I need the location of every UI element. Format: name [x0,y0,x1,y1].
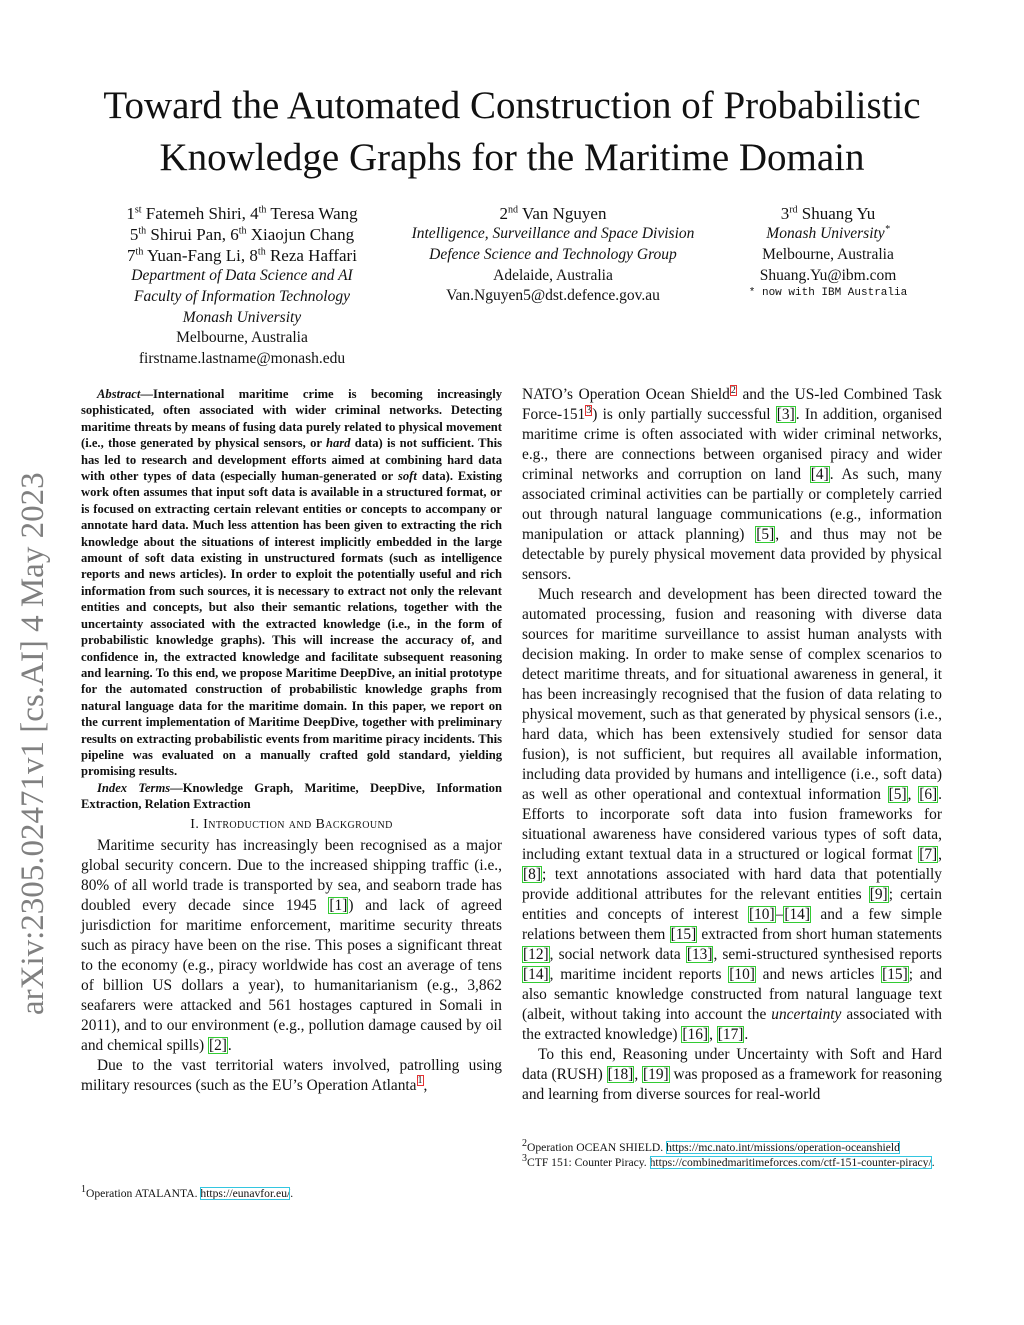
citation-link[interactable]: [17] [717,1026,744,1043]
citation-link[interactable]: [6] [919,786,938,803]
citation-link[interactable]: [15] [670,926,697,943]
author-ord: th [138,225,147,237]
citation-link[interactable]: [12] [523,946,549,963]
text: . Efforts to incorporate soft data into fusion frameworks for situational awareness have considered various types of soft data, including extant textual data in a structured or logical format [522,786,942,863]
text: , and thus may not be detectable by purely physical movement data provided by physical sensors. [522,526,943,583]
author-email: Van.Nguyen5@dst.defence.gov.au [446,287,660,305]
left-column [81,386,502,1096]
author-line-1 [108,203,376,224]
author-ord: th [135,246,144,258]
author-name: Teresa Wang [270,204,358,223]
affiliation-city: Melbourne, Australia [762,245,894,263]
affiliation-note: * now with IBM Australia [748,287,908,300]
paragraph [522,585,942,1045]
text: was proposed as a framework for reasoning and learning from diverse sources for real-world [522,1066,942,1103]
footnote [81,1186,502,1201]
text: and news articles [755,966,882,983]
text: To this end, Reasoning under Uncertainty with Soft and Hard data (RUSH) [522,1046,942,1083]
text: ) and lack of agreed jurisdiction for maritime enforcement, maritime security threats such as piracy have been on the rise. This poses a significant threat to the economy (e.g., piracy worldwide has cost an average of tens of billion US dollars a year), to humanitarianism (e.g., 3,862 seafarers were attacked and 561 hostages captured in Somali in 2011), and to our environment (e.g., pollution damage caused by oil and chemical spills) [81,896,503,1054]
text: Maritime security has increasingly been recognised as a major global security concern. Due to the increased shipping traffic (i.e., 80% of all world trade is transported by sea, and seaborn trade has doubled every decade since 1945 [81,836,502,914]
author-ord: th [238,225,247,237]
author-column-3 [728,203,928,300]
author-column-1 [108,203,376,370]
right-footnotes [522,1140,942,1170]
citation-link[interactable]: [18] [607,1066,634,1083]
footnote-mark: 1 [81,1184,86,1196]
footnote-link[interactable]: 1 [417,1075,423,1087]
author-email: firstname.lastname@monash.edu [138,350,346,368]
author-name: Fatemeh Shiri, [145,204,246,223]
affiliation-star: * [884,223,890,235]
citation-link[interactable]: [2] [208,1036,227,1054]
abstract-text: —International maritime crime is becoming increasingly sophisticated, often associated with wider criminal networks. Detecting maritime threats by means of fusing data purely related to physical movement (i.e., those generated by physical sensors, or [81,387,502,451]
text: ; text annotations associated with hard data that potentially provide additional attributes for the relevant entities [522,866,942,903]
text: NATO’s Operation Ocean Shield [522,386,730,403]
paragraph [522,385,942,585]
text: ; certain entities and concepts of interest [522,886,942,923]
abstract-text-3: data). Existing work often assumes that input soft data is available in a structured format, or is focused on extracting certain relevant entities or concepts to accompany or annotate hard data. Much less attention has been given to extracting the rich knowledge about the situations of interest implicitly embedded in the large amount of soft data existing in unstructured formats (such as intelligence reports and news articles). In order to exploit the potentially useful and rich information from such sources, it is necessary to extract not only the relevant entities and concepts, but also their semantic relations, together with the uncertainty associated with the extracted knowledge (i.e., in the form of probabilistic knowledge graphs). This will increase the accuracy of, and confidence in, the extracted knowledge and facilitate subsequent reasoning and learning. To this end, we propose Maritime DeepDive, an initial prototype for the automated construction of probabilistic knowledge graphs from natural language data for the maritime domain. In this paper, we report on the current implementation of Maritime DeepDive, together with preliminary results on extracting probabilistic events from maritime piracy incidents. This pipeline was evaluated on a manually crafted gold standard, yielding promising results. [81,469,503,779]
text: , maritime incident reports [549,966,729,983]
text: and the US-led Combined Task Force-151 [522,386,942,423]
author-name: Reza Haffari [269,246,357,265]
citation-link[interactable]: [14] [784,906,810,923]
affiliation-university [728,224,928,245]
affiliation-city: Melbourne, Australia [176,329,308,347]
citation-link[interactable]: [10] [729,966,755,983]
footnote-url[interactable]: https://eunavfor.eu/ [200,1187,291,1200]
author-num: 3 [780,204,790,223]
citation-link[interactable]: [7] [919,846,938,863]
author-num: 8 [249,246,258,265]
footnote-link[interactable]: 2 [730,384,736,396]
affiliation-university: Monash University [182,308,302,326]
affiliation-dept: Department of Data Science and AI [131,267,353,284]
affiliation-faculty: Faculty of Information Technology [134,287,350,305]
footnote [522,1140,942,1155]
footnote-end: . [290,1187,294,1200]
footnote [522,1155,942,1170]
author-ord: th [257,246,266,258]
author-line-2 [108,224,376,245]
author-ord: rd [789,204,798,216]
arxiv-identifier: arXiv:2305.02471v1 [cs.AI] 4 May 2023 [15,472,51,1015]
abstract-lead: Abstract [97,387,141,401]
author-name: Van Nguyen [521,204,607,223]
affiliation-city: Adelaide, Australia [493,266,613,284]
text: Much research and development has been directed toward the automated processing, fusion and reasoning with diverse data sources for maritime surveillance to assist human analysts with decision making. In order to make sense of complex scenarios to detect maritime threats, and for situational awareness in general, it has been increasingly recognised that the fusion of data relating to physical movement, such as that generated by physical sensors (i.e., hard data, which has been extensively studied for sensor data fusion), is not sufficient, but requires all available information, including data provided by humans and intelligence (i.e., soft data) as well as other operational and contextual information [522,586,942,803]
footnote-text: CTF 151: Counter Piracy. [527,1156,650,1169]
citation-link[interactable]: [16] [682,1026,709,1043]
footnote-link[interactable]: 3 [586,404,592,416]
index-terms-lead: Index Terms [97,780,171,795]
author-line [728,203,928,224]
author-name: Xiaojun Chang [250,225,355,244]
affiliation-group: Defence Science and Technology Group [429,245,677,263]
text: associated with the extracted knowledge) [522,1006,942,1043]
text: , [423,1076,428,1094]
citation-link[interactable]: [5] [888,786,907,803]
text: . As such, many associated criminal activities can be partially or completely carried out through natural language communications (e.g., information manipulation or attack planning) [522,466,942,543]
author-column-2 [388,203,718,307]
footnote-url[interactable]: https://mc.nato.int/missions/operation-oceanshield [666,1141,900,1154]
text: . [744,1026,749,1043]
left-footnotes [81,1186,502,1201]
text: extracted from short human statements [697,926,943,943]
text: ; and also semantic knowledge constructed from natural language text (albeit, without taking into account the [522,966,942,1023]
text: and a few simple relations between them [522,906,942,943]
text: Due to the vast territorial waters involved, patrolling using military resources (such as the EU’s Operation Atlanta [81,1056,502,1094]
footnote-mark: 2 [522,1138,527,1150]
author-name: Shirui Pan, [150,225,226,244]
footnote-url[interactable]: https://combinedmaritimeforces.com/ctf-151-counter-piracy/ [649,1156,932,1169]
abstract-hard: hard [325,436,351,451]
section-heading: I. Introduction and Background [190,816,393,832]
author-num: 4 [250,204,259,223]
index-terms-text: —Knowledge Graph, Maritime, DeepDive, Information Extraction, Relation Extraction [81,780,502,812]
footnote-text: Operation OCEAN SHIELD. [527,1141,667,1154]
author-line [388,203,718,224]
citation-link[interactable]: [13] [686,946,713,963]
paragraph [81,1056,502,1096]
paragraph [81,836,502,1056]
paper-title [60,80,964,184]
text: , semi-structured synthesised reports [713,946,942,963]
author-name: Yuan-Fang Li, [146,246,246,265]
author-line-3 [108,245,376,266]
footnote-text: Operation ATALANTA. [86,1187,201,1200]
author-num: 1 [126,204,135,223]
citation-link[interactable]: [5] [756,526,775,543]
text: , [634,1066,643,1083]
text: , [907,786,919,803]
author-ord: th [258,204,267,216]
abstract-soft: soft [397,469,417,484]
citation-link[interactable]: [19] [643,1066,669,1083]
citation-link[interactable]: [8] [523,866,541,883]
citation-link[interactable]: [14] [523,966,549,983]
citation-link[interactable]: [10] [748,906,775,923]
citation-link[interactable]: [3] [776,406,795,423]
abstract [81,386,502,813]
author-email: Shuang.Yu@ibm.com [759,266,897,284]
author-num: 7 [127,246,136,265]
footnote-end: . [931,1156,935,1169]
affiliation-division: Intelligence, Surveillance and Space Division [411,225,695,242]
text: . In addition, organised maritime crime is often associated with wider criminal networks, e.g., there are connections between organised piracy and wider criminal networks and corruption on land [522,406,943,483]
footnote-mark: 3 [522,1153,527,1165]
citation-link[interactable]: [15] [882,966,908,983]
paragraph [522,1045,942,1105]
citation-link[interactable]: [9] [869,886,888,903]
author-name: Shuang Yu [801,204,876,223]
author-num: 6 [230,225,239,244]
text: , social network data [549,946,686,963]
text: , [938,846,942,863]
text: ) is only partially successful [592,406,776,423]
university-name: Monash University [766,225,885,242]
author-ord: nd [508,204,519,216]
abstract-text-2: data) is not sufficient. This has led to research and development efforts aimed at combining hard data with other types of data (especially human-generated or [81,436,502,484]
citation-link[interactable]: [1] [329,896,348,914]
text: – [775,906,784,923]
emphasis: uncertainty [771,1006,842,1023]
author-num: 5 [129,225,139,244]
title-line-2: Knowledge Graphs for the Maritime Domain [159,136,865,179]
text: , [709,1026,717,1043]
citation-link[interactable]: [4] [810,466,829,483]
text: . [227,1036,232,1054]
title-line-1: Toward the Automated Construction of Probabilistic [103,84,921,127]
author-num: 2 [499,204,509,223]
author-ord: st [134,204,142,216]
right-column [522,385,942,1105]
